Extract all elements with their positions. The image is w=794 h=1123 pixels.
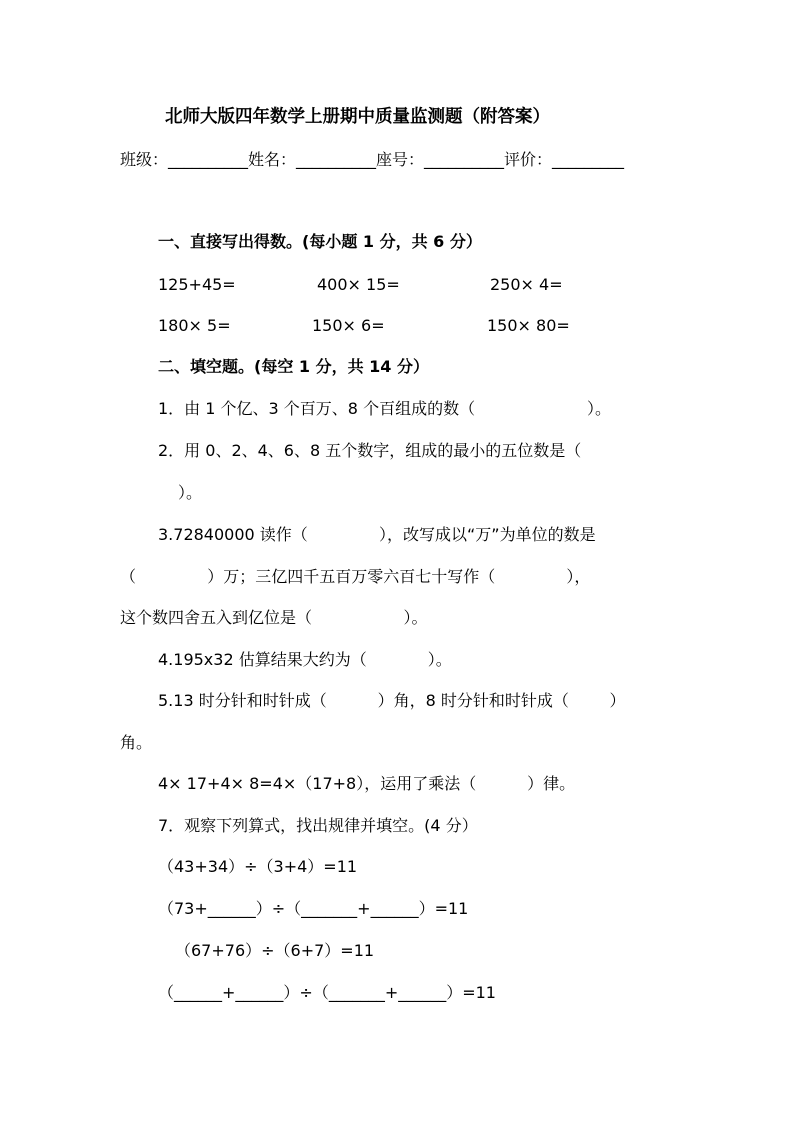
section-2-heading: 二、填空题。(每空 1 分，共 14 分） (158, 357, 429, 376)
pattern-equation-3: （67+76）÷（6+7）=11 (175, 941, 375, 960)
calc-item-5: 150× 6= (312, 316, 385, 335)
pattern-equation-4: （______+______）÷（_______+______）=11 (158, 983, 496, 1002)
calc-item-6: 150× 80= (487, 316, 570, 335)
question-5-line-2: 角。 (120, 733, 153, 752)
calc-item-2: 400× 15= (317, 275, 400, 294)
question-3-line-2: （ ）万；三亿四千五百万零六百七十写作（ ）， (120, 567, 591, 586)
calc-item-1: 125+45= (158, 275, 236, 294)
question-6: 4× 17+4× 8=4×（17+8），运用了乘法（ ）律。 (158, 774, 576, 793)
section-1-heading: 一、直接写出得数。(每小题 1 分，共 6 分） (158, 232, 482, 251)
question-3-line-1: 3.72840000 读作（ ），改写成以“万”为单位的数是 (158, 525, 596, 544)
question-2-line-1: 2．用 0、2、4、6、8 五个数字，组成的最小的五位数是（ (158, 441, 582, 460)
question-1: 1．由 1 个亿、3 个百万、8 个百组成的数（ ）。 (158, 399, 611, 418)
question-5-line-1: 5.13 时分针和时针成（ ）角，8 时分针和时针成（ ） (158, 691, 626, 710)
calc-item-4: 180× 5= (158, 316, 231, 335)
question-3-line-3: 这个数四舍五入到亿位是（ ）。 (120, 608, 428, 627)
student-info-line: 班级：__________姓名：__________座号：__________评价：_________ (120, 150, 625, 169)
question-2-line-2: ）。 (178, 483, 203, 502)
question-7-heading: 7．观察下列算式，找出规律并填空。(4 分） (158, 816, 478, 835)
calc-item-3: 250× 4= (490, 275, 563, 294)
pattern-equation-2: （73+______）÷（_______+______）=11 (158, 899, 469, 918)
pattern-equation-1: （43+34）÷（3+4）=11 (158, 857, 358, 876)
page-title: 北师大版四年数学上册期中质量监测题（附答案） (165, 107, 550, 127)
question-4: 4.195x32 估算结果大约为（ ）。 (158, 650, 452, 669)
